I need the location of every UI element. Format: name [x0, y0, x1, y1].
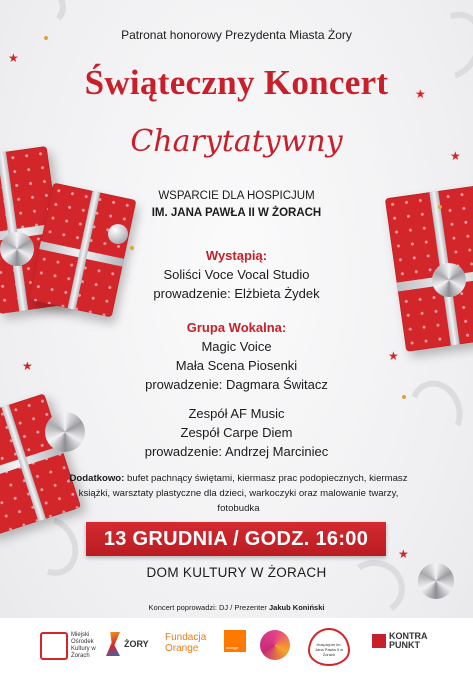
kontrapunkt-line-1: KONTRA [389, 631, 428, 641]
vocal-group-line: Magic Voice [201, 339, 272, 354]
vocal-group-section [60, 318, 413, 394]
vocal-group-line: prowadzenie: Dagmara Świtacz [145, 377, 328, 392]
star-icon: ★ [398, 547, 409, 561]
star-icon: ★ [450, 149, 461, 163]
mok-logo [40, 632, 101, 660]
silver-bow-icon [432, 263, 466, 297]
zory-city-logo [106, 632, 149, 656]
poster-subtitle: Charytatywny [130, 124, 343, 159]
zory-logo-text: ŻORY [124, 639, 149, 649]
extras-text: bufet pachnący świętami, kiermasz prac podopiecznych, kiermasz książki, warsztaty plastyczne dla dzieci, warkoczyki oraz malowanie twarzy, fotobudka [78, 473, 408, 514]
kontrapunkt-mark-icon [372, 634, 386, 648]
star-icon: ★ [22, 359, 33, 373]
star-icon: ★ [388, 349, 399, 363]
mok-square-icon [40, 632, 68, 660]
silver-bow-icon [0, 232, 34, 266]
host-name: Jakub Koniński [269, 603, 325, 612]
bands-section [60, 404, 413, 461]
bands-line: Zespół Carpe Diem [180, 425, 293, 440]
extras-paragraph [68, 471, 409, 516]
bands-line: Zespół AF Music [188, 406, 285, 421]
host-credit-prefix: Koncert poprowadzi: DJ / Prezenter [148, 603, 270, 612]
vocal-group-line: Mała Scena Piosenki [175, 358, 298, 373]
performers-line: prowadzenie: Elżbieta Żydek [153, 286, 320, 301]
sparkle-icon [438, 205, 442, 209]
mok-logo-text: Miejski Ośrodek Kultury w Żorach [71, 632, 96, 659]
fundacja-line-1: Fundacja [165, 632, 207, 643]
kontrapunkt-line-2: PUNKT [389, 640, 420, 650]
orange-logo [224, 630, 246, 652]
support-line-1: WSPARCIE DLA HOSPICJUM [158, 190, 315, 202]
hospice-heart-logo [308, 628, 350, 666]
poster-title: Świąteczny Koncert [84, 63, 389, 102]
performers-section [60, 246, 413, 303]
star-icon: ★ [8, 51, 19, 65]
star-icon: ★ [415, 87, 426, 101]
host-credit [0, 603, 473, 612]
zory-flame-icon [106, 632, 120, 656]
sparkle-icon [402, 395, 406, 399]
fundacja-line-2: Orange [165, 643, 199, 654]
bands-line: prowadzenie: Andrzej Marciniec [144, 444, 329, 459]
fundacja-orange-logo [165, 632, 206, 654]
performers-heading: Wystąpią: [205, 248, 268, 263]
ornament-ball-icon [108, 224, 128, 244]
charity-hand-logo-icon [260, 630, 290, 660]
support-line-2: IM. JANA PAWŁA II W ŻORACH [151, 207, 322, 219]
date-time-banner: 13 GRUDNIA / GODZ. 16:00 [86, 522, 386, 556]
ribbon-curl [28, 0, 66, 26]
hospice-logo-text: Hospicjum im. Jana Pawła II w Żorach [314, 642, 343, 657]
venue-line: DOM KULTURY W ŻORACH [146, 565, 327, 580]
sponsor-logo-strip [0, 618, 473, 675]
kontrapunkt-logo [372, 632, 428, 650]
vocal-group-heading: Grupa Wokalna: [186, 320, 287, 335]
performers-line: Soliści Voce Vocal Studio [163, 267, 310, 282]
extras-label: Dodatkowo: [69, 473, 125, 484]
patronage-line: Patronat honorowy Prezydenta Miasta Żory [121, 28, 352, 42]
kontrapunkt-text [389, 632, 428, 650]
orange-logo-text: orange [226, 645, 239, 650]
